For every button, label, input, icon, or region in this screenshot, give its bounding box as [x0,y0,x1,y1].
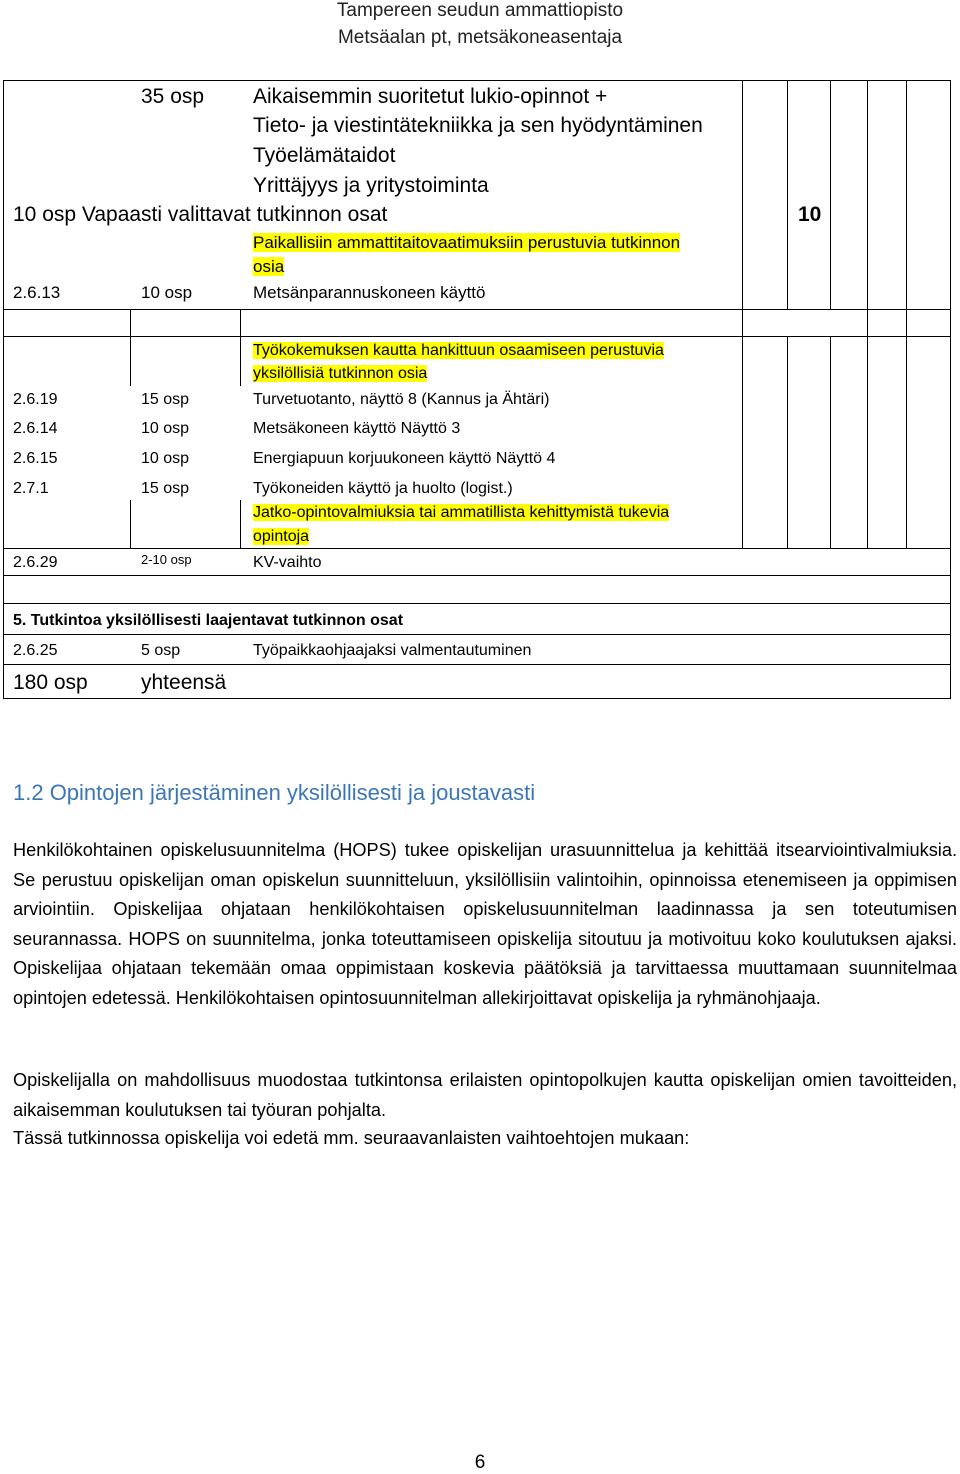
row-name: Aikaisemmin suoritetut lukio-opinnot + [253,85,608,108]
row-name: Työelämätaidot [253,144,396,167]
table-column-line [906,80,907,548]
table-column-line [130,309,131,336]
row-name: Työkoneiden käyttö ja huolto (logist.) [253,480,513,497]
paragraph-options-intro: Tässä tutkinnossa opiskelija voi edetä mm. seuraavanlaisten vaihtoehtojen mukaan: [13,1128,690,1148]
table-border-top [3,80,950,81]
highlighted-heading: Työkokemuksen kautta hankittuun osaamiseen perustuvia [253,342,664,359]
row-name: Turvetuotanto, näyttö 8 (Kannus ja Ähtäri) [253,391,550,408]
highlighted-heading: Paikallisiin ammattitaitovaatimuksiin perustuvia tutkinnon [253,233,681,252]
header-school-name: Tampereen seudun ammattiopisto [336,0,624,21]
row-code: 2.6.14 [13,420,58,437]
table-column-line [240,336,241,386]
row-name: Yrittäjyys ja yritystoiminta [253,174,489,197]
row-name: KV-vaihto [253,554,322,571]
table-border-right [950,80,951,699]
row-code: 2.7.1 [13,480,49,497]
row-name: Metsäkoneen käyttö Näyttö 3 [253,420,461,437]
row-code: 2.6.13 [13,283,61,302]
row-name: Metsänparannuskoneen käyttö [253,283,486,302]
table-column-line [130,336,131,386]
table-column-line [240,309,241,336]
highlighted-heading: osia [253,257,285,276]
table-row-line [3,309,950,310]
table-border-bottom [3,698,950,699]
row-osp: 2-10 osp [141,552,192,567]
table-column-line [830,80,831,309]
row-name: Työpaikkaohjaajaksi valmentautuminen [253,642,532,659]
table-row-line [3,548,950,549]
total-label: yhteensä [141,671,227,694]
row-osp: 35 osp [141,85,205,108]
row-name: 10 osp Vapaasti valittavat tutkinnon osat [13,203,388,226]
row-osp: 15 osp [141,391,190,408]
row-osp: 15 osp [141,480,190,497]
paragraph-hops: Henkilökohtainen opiskelusuunnitelma (HOPS) tukee opiskelijan urasuunnittelua ja kehittää itsearviointivalmiuksia. Se perustuu opiskelijan oman opiskelun suunnitteluun, yksilöllisiin valintoihin, opinnoissa etenemiseen ja oppimisen arviointiin. Opiskelijaa ohjataan henkilökohtaisen opiskelusuunnitelman laadinnassa ja sen toteutumisen seurannassa. HOPS on suunnitelma, jonka toteuttamiseen opiskelija sitoutuu ja motivoituu koko koulutuksen ajaksi. Opiskelijaa ohjataan tekemään omaa oppimistaan koskevia päätöksiä ja tarvittaessa muuttamaan suunnitelmaa opintojen edetessä. Henkilökohtaisen opintosuunnitelman allekirjoittavat opiskelija ja ryhmänohjaaja. [13,840,957,1008]
table-column-line [130,500,131,548]
row-code: 2.6.15 [13,450,58,467]
row-total-value: 10 [798,203,822,226]
section-row-heading: 5. Tutkintoa yksilöllisesti laajentavat tutkinnon osat [13,612,404,629]
highlighted-heading: yksilöllisiä tutkinnon osia [253,365,428,382]
row-osp: 10 osp [141,450,190,467]
row-osp: 10 osp [141,420,190,437]
table-row-line [3,634,950,635]
table-row-line [3,664,950,665]
row-name: Tieto- ja viestintätekniikka ja sen hyödyntäminen [253,114,703,137]
table-row-line [3,575,950,576]
table-row-line [3,603,950,604]
highlighted-heading: Jatko-opintovalmiuksia tai ammatillista kehittymistä tukevia [253,504,670,521]
row-osp: 5 osp [141,642,181,659]
table-column-line [240,500,241,548]
table-column-line [867,80,868,548]
table-column-line [742,80,743,548]
total-osp: 180 osp [13,671,88,694]
table-column-line [830,336,831,548]
highlighted-heading: opintoja [253,528,310,545]
table-row-line [3,336,950,337]
table-column-line [787,336,788,548]
table-border-left [3,80,4,699]
row-osp: 10 osp [141,283,193,302]
row-name: Energiapuun korjuukoneen käyttö Näyttö 4 [253,450,556,467]
row-code: 2.6.19 [13,391,58,408]
section-title: 1.2 Opintojen järjestäminen yksilöllisesti ja joustavasti [13,780,536,805]
table-column-line [787,80,788,309]
row-code: 2.6.29 [13,554,58,571]
header-program-name: Metsäalan pt, metsäkoneasentaja [337,27,623,48]
page-number: 6 [474,1452,486,1473]
row-code: 2.6.25 [13,642,58,659]
paragraph-study-paths: Opiskelijalla on mahdollisuus muodostaa tutkintonsa erilaisten opintopolkujen kautta opiskelijan omien tavoitteiden, aikaisemman koulutuksen tai työuran pohjalta. [13,1070,957,1120]
